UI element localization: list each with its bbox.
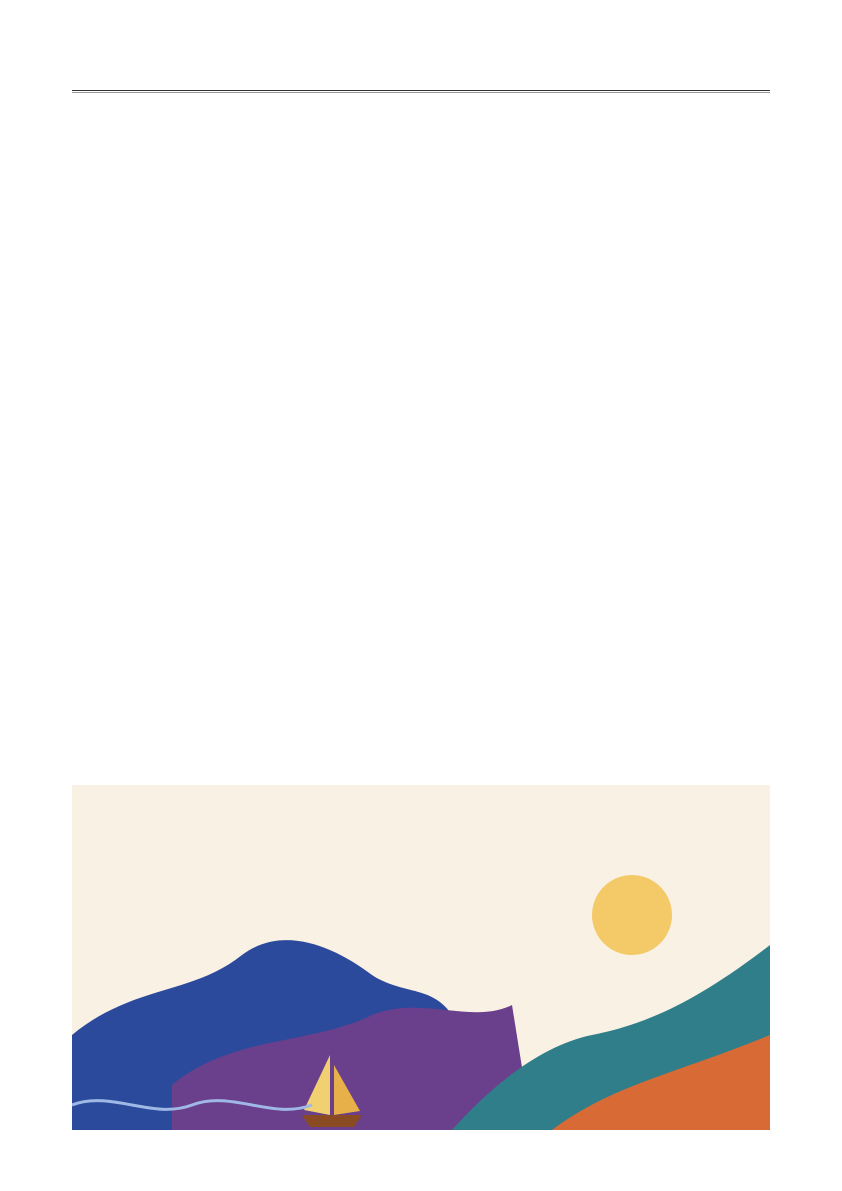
article-column-5	[638, 186, 766, 778]
article-column-3	[355, 186, 483, 778]
ad-sun	[592, 875, 672, 955]
article-column-4	[496, 186, 624, 778]
header-rule	[72, 90, 770, 91]
ad-ship-hull	[302, 1115, 362, 1127]
article-column-1	[72, 186, 200, 778]
ad-illustration	[72, 785, 770, 1130]
hotline	[108, 68, 124, 75]
article-column-2	[214, 186, 342, 778]
public-service-ad	[72, 785, 770, 1130]
header-rule-thin	[72, 92, 770, 93]
